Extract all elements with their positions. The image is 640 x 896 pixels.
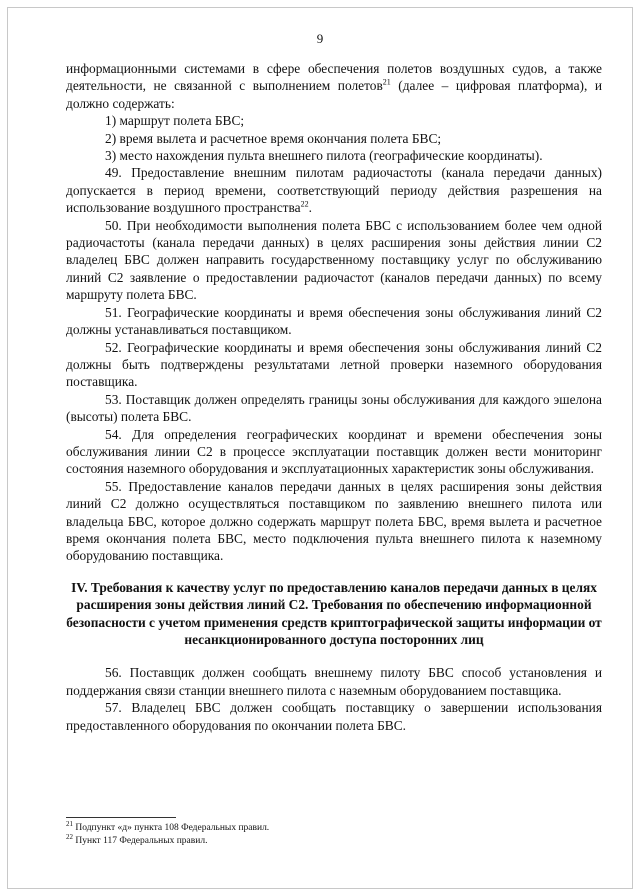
list-item-3: 3) место нахождения пульта внешнего пилота (географические координаты).	[105, 148, 543, 164]
footnote-ref-22: 22	[300, 199, 309, 209]
page-number: 9	[316, 31, 324, 46]
paragraph-55: 55. Предоставление каналов передачи данных в целях расширения зоны действия линий С2 должно осуществляться поставщиком по заявлению внешнего пилота или владельца БВС, которое должно содержать маршрут полета БВС, время вылета и расчетное время окончания полета БВС, место подключения пульта внешнего пилота к наземному оборудованию поставщика.	[66, 478, 602, 564]
list-item-2: 2) время вылета и расчетное время окончания полета БВС;	[105, 130, 442, 146]
paragraph-49: 49. Предоставление внешним пилотам радиочастоты (канала передачи данных) допускается в период времени, соответствующий периоду действия разрешения на использование воздушного пространства$^{22}$.	[66, 165, 602, 216]
paragraph-51: 51. Географические координаты и время обеспечения зоны обслуживания линий С2 должны устанавливаться поставщиком.	[66, 304, 602, 338]
body-text	[66, 60, 602, 734]
paragraph-56: 56. Поставщик должен сообщать внешнему пилоту БВС способ установления и поддержания связи станции внешнего пилота с наземным оборудованием поставщика.	[66, 665, 602, 698]
paragraph-53: 53. Поставщик должен определять границы зоны обслуживания для каждого эшелона (высоты) полета БВС.	[66, 391, 602, 425]
footnote-ref-21: 21	[382, 77, 391, 87]
footnote-22: $^{22}$ Пункт 117 Федеральных правил.	[66, 832, 208, 846]
footnote-21: $^{21}$ Подпункт «д» пункта 108 Федеральных правил.	[66, 819, 270, 833]
section-heading: IV. Требования к качеству услуг по предоставлению каналов передачи данных в целях расширения зоны действия линий С2. Требования по обеспечению информационной безопасности с учетом применения средств криптографической защиты информации от несанкционированного доступа посторонних лиц	[66, 579, 602, 647]
footnote-divider	[66, 817, 176, 818]
paragraph-50: 50. При необходимости выполнения полета БВС с использованием более чем одной радиочастоты (канала передачи данных) в целях расширения зоны действия линии С2 владелец БВС должен направить государственному поставщику услуг по обслуживанию линий С2 заявление о предоставлении радиочастот (каналов передачи данных) по всему маршруту полета БВС.	[66, 217, 602, 303]
paragraph-57: 57. Владелец БВС должен сообщать поставщику о завершении использования предоставленного оборудования по окончании полета БВС.	[66, 700, 602, 733]
footnotes	[66, 819, 602, 848]
paragraph-52: 52. Географические координаты и время обеспечения зоны обслуживания линий С2 должны быть подтверждены результатами летной проверки наземного оборудования поставщика.	[66, 339, 602, 390]
list-item-1: 1) маршрут полета БВС;	[105, 113, 245, 129]
paragraph-continuation: информационными системами в сфере обеспечения полетов воздушных судов, а также деятельности, не связанной с выполнением полетов$^{21}$ (далее – цифровая платформа), и должно содержать:	[66, 61, 602, 111]
paragraph-54: 54. Для определения географических координат и времени обеспечения зоны обслуживания линии С2 в процессе эксплуатации поставщик должен вести мониторинг состояния наземного оборудования и эксплуатационных характеристик зоны обслуживания.	[66, 426, 602, 477]
